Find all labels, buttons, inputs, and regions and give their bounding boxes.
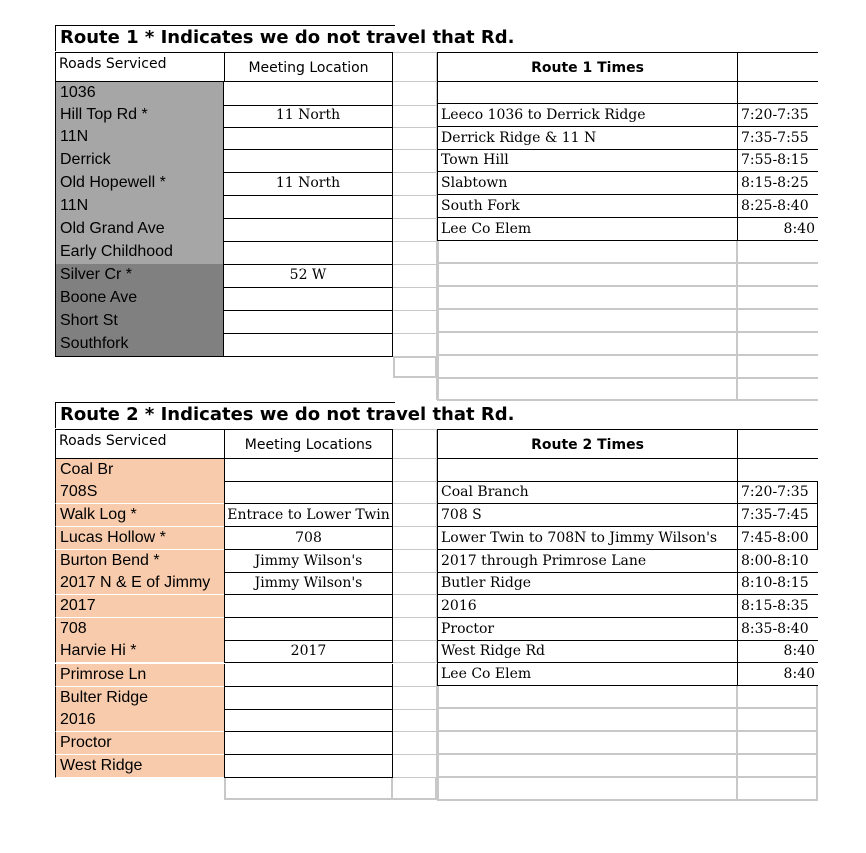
route2-stop-cell: West Ridge Rd xyxy=(437,640,738,663)
route2-road-cell: Lucas Hollow * xyxy=(55,527,224,550)
route2-meeting-cell: 708 xyxy=(224,527,393,550)
route1-meeting-cell xyxy=(224,149,393,173)
route2-road-cell: Bulter Ridge xyxy=(55,687,224,710)
route1-spacer-cell xyxy=(393,218,437,242)
route2-time-cell xyxy=(738,755,818,778)
route1-road-cell: Boone Ave xyxy=(55,287,224,311)
route2-time-cell xyxy=(738,709,818,732)
route2-stop-cell xyxy=(437,778,738,801)
route2-stop-cell: 2017 through Primrose Lane xyxy=(437,550,738,573)
route1-time-cell xyxy=(738,241,818,264)
route1-time-cell xyxy=(738,333,818,356)
route1-road-cell: Silver Cr * xyxy=(55,264,224,288)
route2-meeting-cell xyxy=(224,687,393,710)
route2-spacer-cell xyxy=(393,572,437,595)
route1-spacer-cell xyxy=(393,333,437,357)
route1-meeting-cell xyxy=(224,333,393,357)
route2-meeting-cell xyxy=(224,755,393,778)
route2-stop-cell xyxy=(437,709,738,732)
route1-road-cell: 11N xyxy=(55,195,224,219)
route1-spacer-cell xyxy=(393,104,437,128)
route1-time-cell xyxy=(738,264,818,287)
route1-road-cell: Southfork xyxy=(55,333,224,357)
route1-times-header-extra xyxy=(738,52,818,82)
route1-spacer-cell xyxy=(393,310,437,334)
route2-bottom-cell xyxy=(224,778,393,800)
route2-meeting-cell xyxy=(224,618,393,641)
route2-time-cell: 7:45-8:00 xyxy=(738,527,818,550)
route2-stop-cell: 708 S xyxy=(437,504,738,527)
route1-stop-cell: South Fork xyxy=(437,195,738,218)
route2-road-cell: 2017 N & E of Jimmy xyxy=(55,572,224,595)
route2-stop-cell xyxy=(437,459,738,482)
route1-stop-cell xyxy=(437,82,738,104)
route1-meeting-cell xyxy=(224,218,393,242)
route2-spacer-cell xyxy=(393,664,437,687)
route1-times-header: Route 1 Times xyxy=(531,60,644,76)
route1-stop-cell: Town Hill xyxy=(437,149,738,172)
route1-meeting-cell: 52 W xyxy=(224,264,393,288)
route2-road-cell: Walk Log * xyxy=(55,504,224,527)
route2-spacer-header xyxy=(393,429,437,459)
route1-roads-header-cell xyxy=(55,52,224,82)
route1-spacer-cell xyxy=(393,172,437,196)
route2-time-cell xyxy=(738,459,818,482)
route2-spacer-cell xyxy=(393,709,437,732)
route1-road-cell: Hill Top Rd * xyxy=(55,104,224,128)
route2-stop-cell: Butler Ridge xyxy=(437,572,738,595)
route2-time-cell: 8:10-8:15 xyxy=(738,572,818,595)
route2-meeting-header: Meeting Locations xyxy=(244,437,373,453)
route2-meeting-cell: Jimmy Wilson's xyxy=(224,572,393,595)
route2-road-cell: 2017 xyxy=(55,595,224,618)
route2-spacer-cell xyxy=(393,481,437,504)
route2-spacer-cell xyxy=(393,732,437,755)
route1-spacer-cell xyxy=(393,195,437,219)
route2-spacer-cell xyxy=(393,755,437,778)
route1-road-cell: 1036 xyxy=(55,82,224,106)
route1-time-cell: 8:40 xyxy=(738,218,818,241)
route2-road-cell: West Ridge xyxy=(55,755,224,778)
route2-stop-cell: Coal Branch xyxy=(437,481,738,504)
route2-time-cell xyxy=(738,732,818,755)
route1-road-cell: Derrick xyxy=(55,149,224,173)
route2-title: Route 2 * Indicates we do not travel that Rd. xyxy=(55,402,395,428)
route1-meeting-header: Meeting Location xyxy=(248,60,369,76)
route2-meeting-header-cell xyxy=(224,429,393,459)
route1-meeting-header-cell xyxy=(224,52,393,82)
route2-time-cell: 8:40 xyxy=(738,640,818,663)
route2-meeting-cell xyxy=(224,664,393,687)
route2-stop-cell: Lower Twin to 708N to Jimmy Wilson's xyxy=(437,527,738,550)
route1-spacer-cell xyxy=(393,82,437,106)
route2-road-cell: Burton Bend * xyxy=(55,550,224,573)
route1-stop-cell: Leeco 1036 to Derrick Ridge xyxy=(437,104,738,127)
route2-spacer-cell xyxy=(393,687,437,710)
route1-stop-cell xyxy=(437,356,738,379)
route1-spacer-cell xyxy=(393,149,437,173)
route2-time-cell: 7:20-7:35 xyxy=(738,481,818,504)
route1-time-cell xyxy=(738,287,818,310)
route1-stop-cell: Lee Co Elem xyxy=(437,218,738,241)
route1-spacer-cell xyxy=(393,287,437,311)
route2-times-header-cell xyxy=(437,429,738,459)
route1-spacer-cell xyxy=(393,378,437,400)
route1-meeting-cell xyxy=(224,241,393,265)
route1-stop-cell xyxy=(437,287,738,310)
route2-road-cell: Harvie Hi * xyxy=(55,640,224,663)
route2-meeting-cell xyxy=(224,732,393,755)
route1-roads-header: Roads Serviced xyxy=(59,56,167,72)
route2-spacer-cell xyxy=(393,595,437,618)
route1-title: Route 1 * Indicates we do not travel that Rd. xyxy=(55,25,395,51)
route2-meeting-cell xyxy=(224,595,393,618)
route1-stop-cell: Slabtown xyxy=(437,172,738,195)
route1-road-cell: 11N xyxy=(55,126,224,150)
route1-spacer-header xyxy=(393,52,437,82)
route2-times-header-extra xyxy=(738,429,818,459)
route1-road-cell: Old Hopewell * xyxy=(55,172,224,196)
route1-stop-cell xyxy=(437,264,738,287)
route2-time-cell: 8:00-8:10 xyxy=(738,550,818,573)
route2-stop-cell: Lee Co Elem xyxy=(437,663,738,686)
route2-stop-cell: 2016 xyxy=(437,595,738,618)
route2-meeting-cell: Jimmy Wilson's xyxy=(224,550,393,573)
route1-meeting-cell: 11 North xyxy=(224,104,393,128)
route1-spacer-cell xyxy=(393,126,437,150)
route2-meeting-cell xyxy=(224,481,393,504)
route2-road-cell: Coal Br xyxy=(55,459,224,482)
route2-spacer-cell xyxy=(393,618,437,641)
route2-stop-cell xyxy=(437,686,738,709)
route1-stop-cell: Derrick Ridge & 11 N xyxy=(437,127,738,150)
route1-stop-cell xyxy=(437,378,738,401)
route2-time-cell: 8:15-8:35 xyxy=(738,595,818,618)
route1-spacer-cell xyxy=(393,241,437,265)
route2-meeting-cell: 2017 xyxy=(224,640,393,663)
route2-spacer-cell xyxy=(393,640,437,663)
route1-time-cell xyxy=(738,82,818,104)
route1-meeting-cell xyxy=(224,195,393,219)
route1-spacer-cell xyxy=(393,264,437,288)
route2-roads-header-cell xyxy=(55,429,224,459)
route1-road-cell: Early Childhood xyxy=(55,241,224,265)
route2-road-cell: 708S xyxy=(55,481,224,504)
route2-times-header: Route 2 Times xyxy=(531,437,644,453)
route1-time-cell: 8:25-8:40 xyxy=(738,195,818,218)
route1-stop-cell xyxy=(437,333,738,356)
route2-stop-cell xyxy=(437,755,738,778)
route2-roads-header: Roads Serviced xyxy=(59,433,167,449)
route1-time-cell xyxy=(738,310,818,333)
route1-meeting-cell xyxy=(224,287,393,311)
route2-bottom-cell xyxy=(393,778,437,800)
route2-road-cell: 2016 xyxy=(55,709,224,732)
route1-time-cell: 7:55-8:15 xyxy=(738,149,818,172)
route2-time-cell: 7:35-7:45 xyxy=(738,504,818,527)
route2-time-cell: 8:35-8:40 xyxy=(738,618,818,641)
route2-stop-cell xyxy=(437,732,738,755)
route2-time-cell: 8:40 xyxy=(738,663,818,686)
route1-meeting-cell xyxy=(224,126,393,150)
route2-time-cell xyxy=(738,686,818,709)
route2-time-cell xyxy=(738,778,818,801)
route1-times-header-cell xyxy=(437,52,738,82)
route2-spacer-cell xyxy=(393,459,437,482)
route2-road-cell: Proctor xyxy=(55,732,224,755)
route1-meeting-cell xyxy=(224,82,393,106)
route1-road-cell: Old Grand Ave xyxy=(55,218,224,242)
route2-spacer-cell xyxy=(393,550,437,573)
route1-time-cell: 8:15-8:25 xyxy=(738,172,818,195)
route2-stop-cell: Proctor xyxy=(437,618,738,641)
route1-time-cell: 7:20-7:35 xyxy=(738,104,818,127)
route2-meeting-cell xyxy=(224,459,393,482)
route2-spacer-cell xyxy=(393,527,437,550)
route1-stop-cell xyxy=(437,310,738,333)
route1-time-cell: 7:35-7:55 xyxy=(738,127,818,150)
route1-spacer-cell xyxy=(393,356,437,378)
route2-spacer-cell xyxy=(393,504,437,527)
route1-meeting-cell: 11 North xyxy=(224,172,393,196)
route1-meeting-cell xyxy=(224,310,393,334)
route1-time-cell xyxy=(738,356,818,379)
route2-meeting-cell xyxy=(224,709,393,732)
route1-road-cell: Short St xyxy=(55,310,224,334)
route2-road-cell: Primrose Ln xyxy=(55,664,224,687)
route1-time-cell xyxy=(738,378,818,401)
route2-meeting-cell: Entrace to Lower Twin xyxy=(224,504,393,527)
route2-road-cell: 708 xyxy=(55,618,224,641)
route1-stop-cell xyxy=(437,241,738,264)
